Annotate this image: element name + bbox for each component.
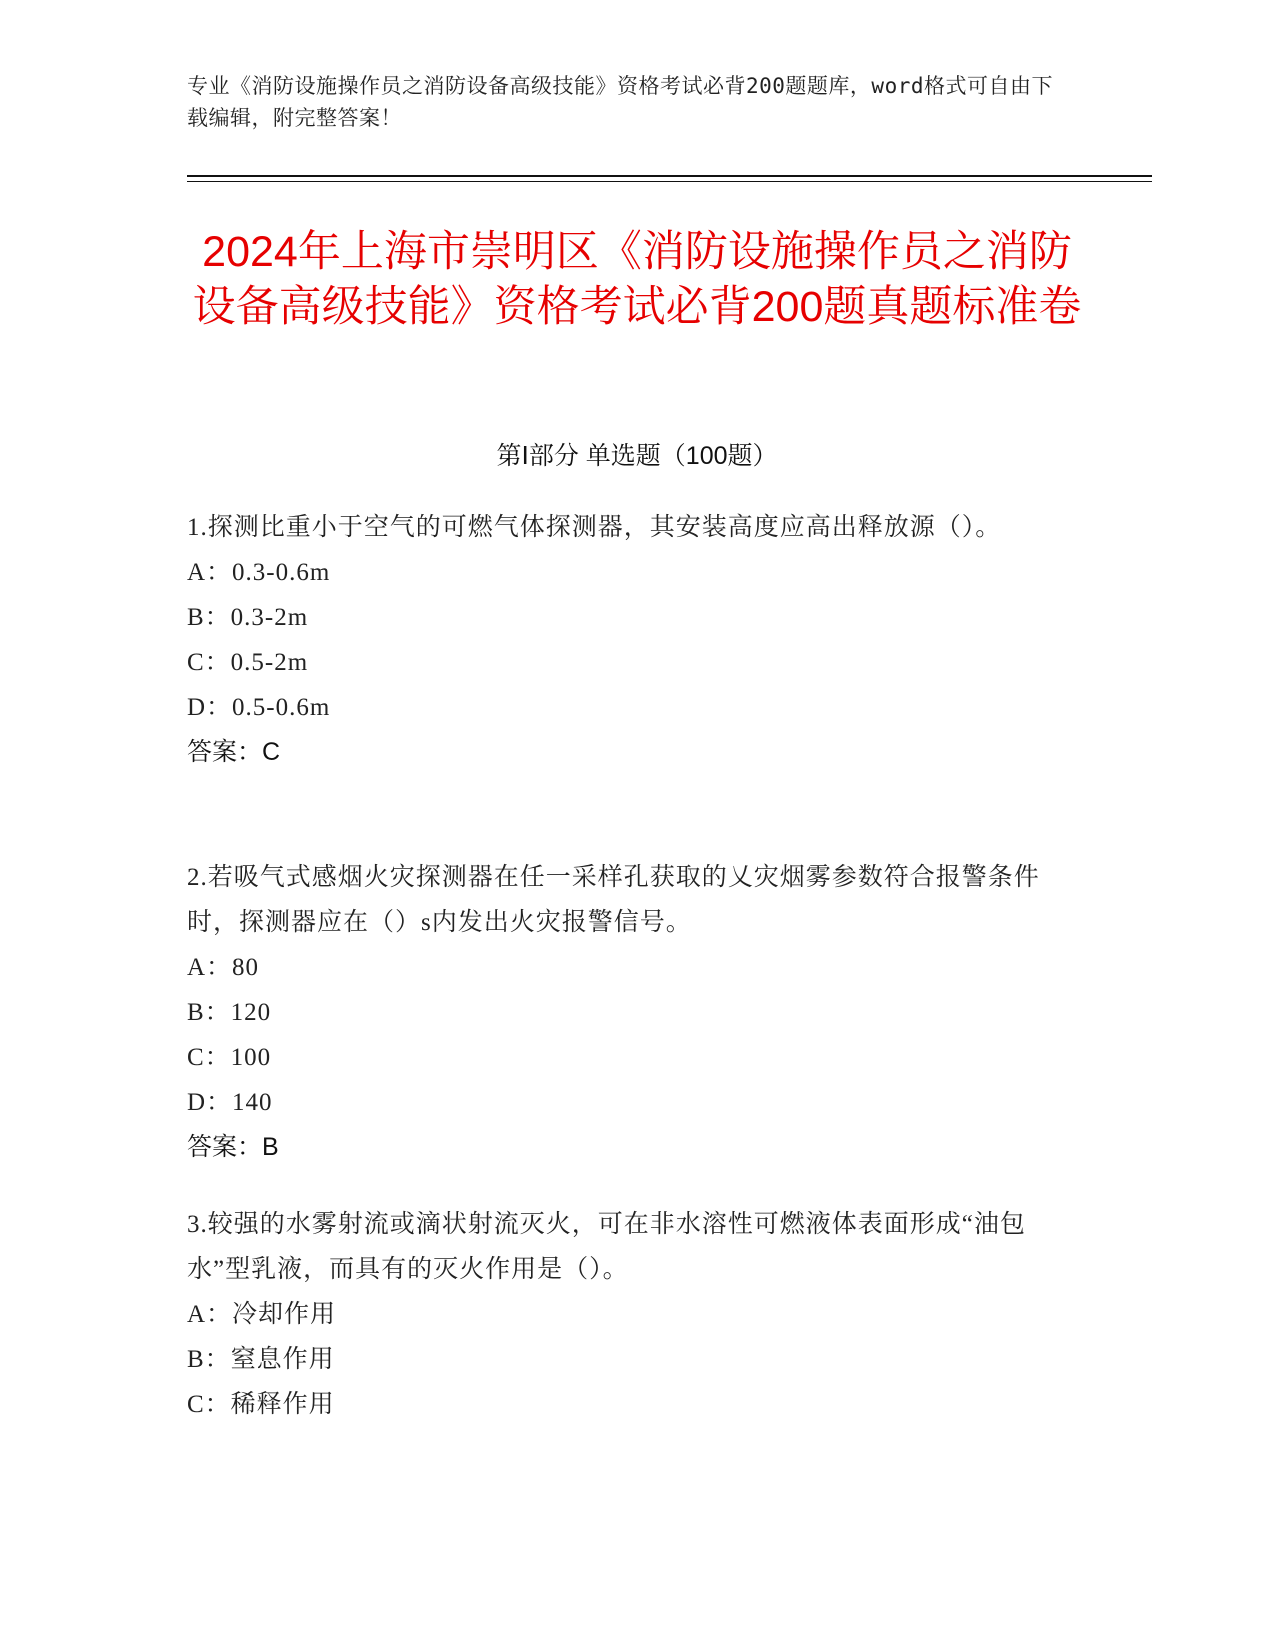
option-b: B：0.3-2m — [187, 604, 309, 631]
header-rule-thin — [187, 181, 1152, 182]
question-stem: 3.较强的水雾射流或滴状射流灭火，可在非水溶性可燃液体表面形成“油包水”型乳液，而具有的灭火作用是（）。 — [187, 1211, 1026, 1283]
header-note: 专业《消防设施操作员之消防设备高级技能》资格考试必背200题题库，word格式可自由下载编辑，附完整答案！ — [187, 74, 1053, 130]
section-heading: 第Ⅰ部分 单选题（100题） — [496, 442, 778, 470]
option-c: C：稀释作用 — [187, 1391, 335, 1418]
question-1 — [187, 505, 1067, 775]
option-d: D：140 — [187, 1089, 273, 1116]
question-3 — [187, 1202, 1067, 1427]
option-c: C：0.5-2m — [187, 649, 309, 676]
document-title: 2024年上海市崇明区《消防设施操作员之消防设备高级技能》资格考试必背200题真题标准卷 — [192, 228, 1082, 331]
answer-line: 答案：B — [187, 1133, 279, 1161]
question-stem: 1.探测比重小于空气的可燃气体探测器，其安装高度应高出释放源（）。 — [187, 514, 1002, 541]
question-stem: 2.若吸气式感烟火灾探测器在任一采样孔获取的乂灾烟雾参数符合报警条件时，探测器应在（）s内发出火灾报警信号。 — [187, 864, 1040, 936]
answer-line: 答案：C — [187, 738, 281, 766]
question-2 — [187, 855, 1067, 1170]
option-b: B：窒息作用 — [187, 1346, 335, 1373]
header-rule-thick — [187, 175, 1152, 177]
option-a: A：0.3-0.6m — [187, 559, 331, 586]
option-a: A：冷却作用 — [187, 1301, 337, 1328]
option-c: C：100 — [187, 1044, 272, 1071]
option-b: B：120 — [187, 999, 272, 1026]
option-a: A：80 — [187, 954, 260, 981]
option-d: D：0.5-0.6m — [187, 694, 331, 721]
